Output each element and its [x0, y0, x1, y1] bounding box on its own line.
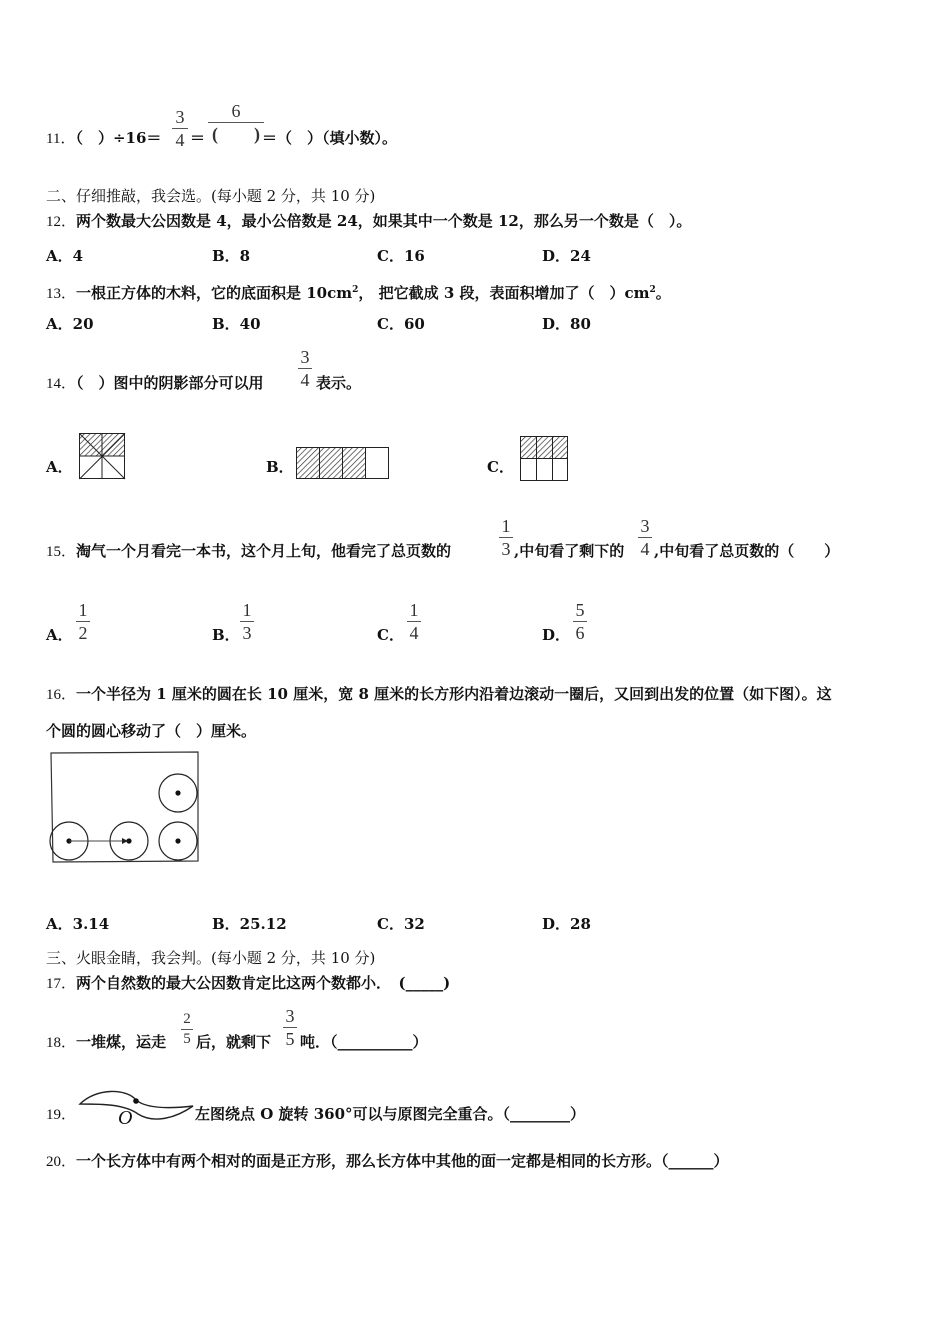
q14-text-b: 表示。 — [316, 374, 362, 392]
fraction-bar — [407, 621, 421, 622]
q14-line-a — [46, 373, 264, 394]
q15-opt-a-den: 2 — [78, 623, 88, 643]
q11-fraction-2 — [208, 102, 264, 143]
q18-frac2-den: 5 — [285, 1029, 295, 1049]
q12-text: 两个数最大公因数是 4，最小公倍数是 24，如果其中一个数是 12，那么另一个数是（ ）。 — [76, 212, 692, 230]
fraction-bar — [181, 1029, 193, 1030]
q18-frac1-den: 5 — [183, 1031, 191, 1047]
q16-option-b[interactable]: B．25.12 — [212, 915, 287, 933]
q14-option-b-label[interactable]: B． — [266, 458, 294, 476]
q14-frac-den: 4 — [300, 370, 310, 390]
q13-text-b: ， 把它截成 3 段，表面积增加了（ ）cm — [358, 284, 650, 302]
q19-number: 19． — [46, 1107, 77, 1123]
q16-number: 16． — [46, 687, 77, 703]
q19-shape-figure — [76, 1086, 196, 1130]
fraction-bar — [172, 128, 188, 129]
q12-line — [46, 211, 691, 232]
fraction-bar — [573, 621, 587, 622]
q19-number-line — [46, 1104, 76, 1125]
q11-line — [46, 128, 161, 149]
q18-frac1-num: 2 — [183, 1011, 191, 1027]
q14-frac-num: 3 — [300, 347, 310, 367]
q15-opt-b-den: 3 — [242, 623, 252, 643]
q15-opt-b-num: 1 — [242, 600, 252, 620]
fraction-bar — [638, 537, 652, 538]
q15-frac1-num: 1 — [501, 516, 511, 536]
q15-option-a-fraction[interactable] — [76, 601, 90, 642]
q16-text-1: 一个半径为 1 厘米的圆在长 10 厘米，宽 8 厘米的长方形内沿着边滚动一圈后，又回到出发的位置（如下图）。这 — [76, 685, 832, 703]
q15-fraction-2 — [638, 517, 652, 558]
q15-frac2-den: 4 — [640, 539, 650, 559]
q11-fraction-1 — [172, 108, 188, 149]
q17-text: 两个自然数的最大公因数肯定比这两个数都小． (_____) — [76, 974, 451, 992]
q12-number: 12． — [46, 214, 77, 230]
q15-frac2-num: 3 — [640, 516, 650, 536]
q13-option-d[interactable]: D．80 — [542, 315, 591, 333]
q11-frac2-num: 6 — [231, 101, 241, 121]
q14-text-a: （ ）图中的阴影部分可以用 — [76, 374, 264, 392]
q17-number: 17． — [46, 976, 77, 992]
q18-line-a — [46, 1032, 166, 1053]
section-2-title: 二、仔细推敲，我会选。(每小题 2 分，共 10 分) — [46, 187, 376, 205]
q12-option-b[interactable]: B．8 — [212, 247, 251, 265]
q15-frac1-den: 3 — [501, 539, 511, 559]
q13-sup-1: 2 — [352, 285, 359, 295]
q20-number: 20． — [46, 1154, 77, 1170]
q13-option-c[interactable]: C．60 — [377, 315, 425, 333]
q15-option-c-label[interactable]: C． — [377, 626, 404, 644]
q13-number: 13． — [46, 286, 77, 302]
q16-text-2: 个圆的圆心移动了（ ）厘米。 — [46, 722, 257, 740]
fraction-bar — [76, 621, 90, 622]
q11-eq: ＝ — [190, 129, 206, 147]
q17-line — [46, 973, 450, 994]
q16-option-a[interactable]: A．3.14 — [46, 915, 110, 933]
q15-text-a: 淘气一个月看完一本书，这个月上旬，他看完了总页数的 — [76, 542, 452, 560]
q13-option-b[interactable]: B．40 — [212, 315, 261, 333]
q14-option-a-label[interactable]: A． — [46, 458, 73, 476]
q18-text-a: 一堆煤，运走 — [76, 1033, 167, 1051]
q13-text-a: 一根正方体的木料，它的底面积是 10cm — [76, 284, 353, 302]
q18-fraction-2 — [283, 1007, 297, 1048]
q15-opt-a-num: 1 — [78, 600, 88, 620]
q14-option-c-label[interactable]: C． — [487, 458, 514, 476]
q11-frac1-den: 4 — [175, 130, 185, 150]
q13-text-c: 。 — [655, 284, 671, 302]
q18-fraction-1 — [181, 1012, 193, 1047]
q12-option-a[interactable]: A．4 — [46, 247, 84, 265]
q14-number: 14． — [46, 376, 77, 392]
q14-fraction — [298, 348, 312, 389]
q11-frac1-num: 3 — [175, 107, 185, 127]
q18-text-b: 后，就剩下 — [196, 1033, 272, 1051]
q15-opt-d-num: 5 — [575, 600, 585, 620]
q11-frac2-den: ( ) — [212, 124, 260, 144]
fraction-bar — [499, 537, 513, 538]
q20-line — [46, 1151, 729, 1172]
q15-option-d-label[interactable]: D． — [542, 626, 571, 644]
q16-line-1 — [46, 684, 832, 705]
q20-text: 一个长方体中有两个相对的面是正方形，那么长方体中其他的面一定都是相同的长方形。（______） — [76, 1152, 729, 1170]
q15-option-b-label[interactable]: B． — [212, 626, 240, 644]
q15-option-d-fraction[interactable] — [573, 601, 587, 642]
q16-rolling-circle-figure — [48, 750, 203, 865]
fraction-bar — [283, 1027, 297, 1028]
q19-point-o-label: O — [118, 1107, 133, 1129]
q13-sup-2: 2 — [649, 285, 656, 295]
q15-number: 15． — [46, 544, 77, 560]
q15-text-c: ,中旬看了总页数的（ ） — [654, 542, 840, 560]
q15-line-a — [46, 541, 451, 562]
fraction-bar — [240, 621, 254, 622]
q15-opt-c-den: 4 — [409, 623, 419, 643]
fraction-bar — [298, 368, 312, 369]
q11-part1: （ ）÷16＝ — [75, 129, 162, 147]
q15-opt-c-num: 1 — [409, 600, 419, 620]
q15-text-b: ,中旬看了剩下的 — [514, 542, 625, 560]
q15-opt-d-den: 6 — [575, 623, 585, 643]
q16-option-c[interactable]: C．32 — [377, 915, 425, 933]
q11-part3: ＝（ ）（填小数）。 — [262, 129, 398, 147]
fraction-bar — [208, 122, 264, 123]
q18-number: 18． — [46, 1035, 77, 1051]
q14-figure-b — [296, 447, 389, 480]
q12-option-c[interactable]: C．16 — [377, 247, 425, 265]
q11-number: 11． — [46, 131, 76, 147]
q12-option-d[interactable]: D．24 — [542, 247, 591, 265]
q15-option-a-label[interactable]: A． — [46, 626, 73, 644]
q15-fraction-1 — [499, 517, 513, 558]
q19-text: 左图绕点 O 旋转 360°可以与原图完全重合。（________） — [195, 1105, 586, 1123]
q13-option-a[interactable]: A．20 — [46, 315, 94, 333]
q14-figure-a — [79, 433, 126, 480]
q15-option-b-fraction[interactable] — [240, 601, 254, 642]
q13-line — [46, 280, 671, 304]
q14-figure-c — [520, 436, 569, 482]
q18-frac2-num: 3 — [285, 1006, 295, 1026]
q18-text-c: 吨．（__________） — [300, 1033, 428, 1051]
q15-option-c-fraction[interactable] — [407, 601, 421, 642]
section-3-title: 三、火眼金睛，我会判。(每小题 2 分，共 10 分) — [46, 949, 376, 967]
q16-option-d[interactable]: D．28 — [542, 915, 591, 933]
